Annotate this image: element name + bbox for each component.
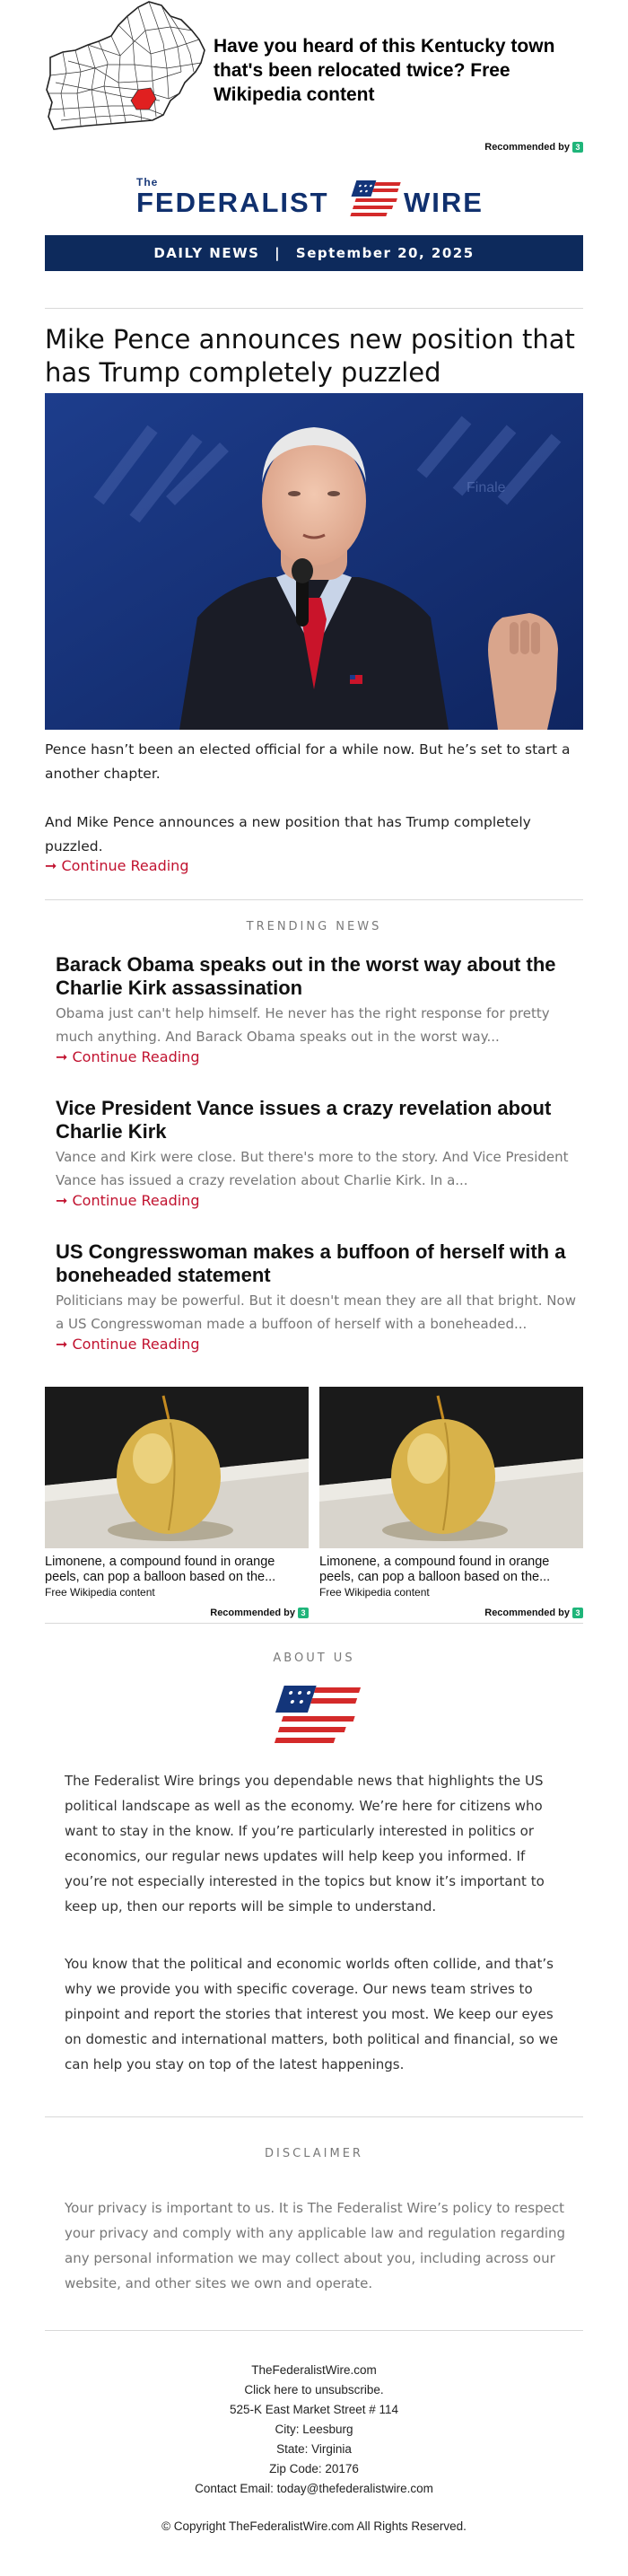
sponsored-ad-card[interactable] bbox=[319, 1387, 583, 1618]
trending-item[interactable] bbox=[56, 1097, 581, 1209]
disclaimer-text: Your privacy is important to us. It is The Federalist Wire’s policy to respect your privacy and comply with any applicable law and regulation regarding any personal information we may collect about you, including across our website, and other sites we own and operate. bbox=[65, 2200, 566, 2291]
balloon-image[interactable] bbox=[319, 1387, 583, 1548]
flag-logo-icon bbox=[339, 179, 402, 220]
sponsored-ad-top[interactable] bbox=[45, 0, 583, 160]
recommended-by[interactable] bbox=[484, 1608, 583, 1618]
recommender-logo-icon: 3 bbox=[298, 1608, 309, 1618]
logo-federalist: FEDERALIST bbox=[136, 187, 329, 218]
trending-item-excerpt: Vance and Kirk were close. But there's more to the story. And Vice President Vance has issued a crazy revelation about Charlie Kirk. In a... bbox=[56, 1149, 569, 1188]
about-para-2: You know that the political and economic worlds often collide, and that’s why we provide you with specific coverage. Our news team strives to pinpoint and report the stories that interest you most. We keep our eyes on domestic and international matters, both political and financial, so we can help you stay on top of the latest happenings. bbox=[65, 1956, 558, 2072]
main-story-continue-link[interactable]: ➞ Continue Reading bbox=[45, 857, 189, 874]
disclaimer-section-label: DISCLAIMER bbox=[265, 2147, 363, 2160]
ad-card-title[interactable]: Limonene, a compound found in orange peels, can pop a balloon based on the... bbox=[45, 1555, 276, 1584]
trending-item-continue-link[interactable]: ➞ Continue Reading bbox=[56, 1336, 200, 1353]
ad-card-source: Free Wikipedia content bbox=[45, 1586, 155, 1599]
about-section-label: ABOUT US bbox=[273, 1652, 355, 1665]
date-separator: | bbox=[275, 245, 282, 261]
recommended-label: Recommended by bbox=[210, 1608, 295, 1618]
main-story-para-2: And Mike Pence announces a new position that has Trump completely puzzled. bbox=[45, 814, 531, 854]
site-link[interactable]: TheFederalistWire.com bbox=[251, 2363, 377, 2377]
about-para-1: The Federalist Wire brings you dependable news that highlights the US political landscape as well as the economy. We’re here for citizens who want to stay in the know. If you’re particularly interested in politics or economics, our regular news updates will help keep you informed. If you’re not especially interested in the topics but know it’s important to keep up, then our reports will be simple to understand. bbox=[65, 1773, 545, 1914]
main-story-title[interactable]: Mike Pence announces new position that has Trump completely puzzled bbox=[45, 324, 575, 388]
recommended-by[interactable] bbox=[484, 142, 583, 153]
trending-item[interactable] bbox=[56, 953, 581, 1065]
divider bbox=[45, 899, 583, 900]
trending-item-excerpt: Obama just can't help himself. He never has the right response for pretty much anything. And Barack Obama speaks out in the worst way... bbox=[56, 1005, 550, 1045]
ad-card-title[interactable]: Limonene, a compound found in orange peels, can pop a balloon based on the... bbox=[319, 1555, 551, 1584]
footer-state: State: Virginia bbox=[276, 2442, 352, 2456]
trending-section-label: TRENDING NEWS bbox=[246, 920, 382, 933]
divider bbox=[45, 2330, 583, 2331]
trending-item-excerpt: Politicians may be powerful. But it doesn't mean they are all that bright. Now a US Congresswoman made a buffoon of herself with a boneheaded... bbox=[56, 1292, 576, 1332]
footer-zip: Zip Code: 20176 bbox=[269, 2462, 359, 2475]
trending-item-title[interactable]: US Congresswoman makes a buffoon of herself with a boneheaded statement bbox=[56, 1240, 566, 1286]
trending-item[interactable] bbox=[56, 1240, 581, 1353]
flag-logo-icon bbox=[258, 1682, 370, 1754]
date-bar bbox=[45, 235, 583, 271]
logo-wire: WIRE bbox=[404, 187, 484, 218]
footer bbox=[45, 2361, 583, 2537]
sponsored-ad-card[interactable] bbox=[45, 1387, 309, 1618]
ad-headline[interactable]: Have you heard of this Kentucky town that's been relocated twice? Free Wikipedia content bbox=[214, 36, 555, 105]
daily-news-label: DAILY NEWS bbox=[153, 245, 260, 261]
main-story-para-1: Pence hasn’t been an elected official for a while now. But he’s set to start a another chapter. bbox=[45, 741, 571, 782]
recommended-label: Recommended by bbox=[484, 142, 570, 153]
recommended-by[interactable] bbox=[210, 1608, 309, 1618]
ad-card-source: Free Wikipedia content bbox=[319, 1586, 430, 1599]
logo-the: The bbox=[136, 176, 159, 188]
contact-email-link[interactable]: Contact Email: today@thefederalistwire.com bbox=[195, 2482, 433, 2495]
recommender-logo-icon: 3 bbox=[572, 142, 583, 153]
divider bbox=[45, 2116, 583, 2117]
footer-city: City: Leesburg bbox=[275, 2423, 353, 2436]
unsubscribe-link[interactable]: Click here to unsubscribe. bbox=[244, 2383, 384, 2396]
copyright: © Copyright TheFederalistWire.com All Rights Reserved. bbox=[161, 2519, 467, 2533]
svg-text:Finale: Finale bbox=[467, 480, 506, 495]
footer-address: 525-K East Market Street # 114 bbox=[229, 2403, 399, 2416]
trending-item-title[interactable]: Barack Obama speaks out in the worst way about the Charlie Kirk assassination bbox=[56, 953, 556, 999]
issue-date: September 20, 2025 bbox=[295, 245, 475, 261]
main-story-image[interactable] bbox=[45, 393, 583, 730]
kentucky-map-image[interactable] bbox=[45, 0, 208, 136]
site-logo[interactable] bbox=[45, 176, 583, 230]
divider bbox=[45, 308, 583, 309]
balloon-image[interactable] bbox=[45, 1387, 309, 1548]
recommended-label: Recommended by bbox=[484, 1608, 570, 1618]
trending-item-continue-link[interactable]: ➞ Continue Reading bbox=[56, 1048, 200, 1065]
recommender-logo-icon: 3 bbox=[572, 1608, 583, 1618]
divider bbox=[45, 1623, 583, 1624]
trending-item-continue-link[interactable]: ➞ Continue Reading bbox=[56, 1192, 200, 1209]
trending-item-title[interactable]: Vice President Vance issues a crazy revelation about Charlie Kirk bbox=[56, 1097, 552, 1143]
